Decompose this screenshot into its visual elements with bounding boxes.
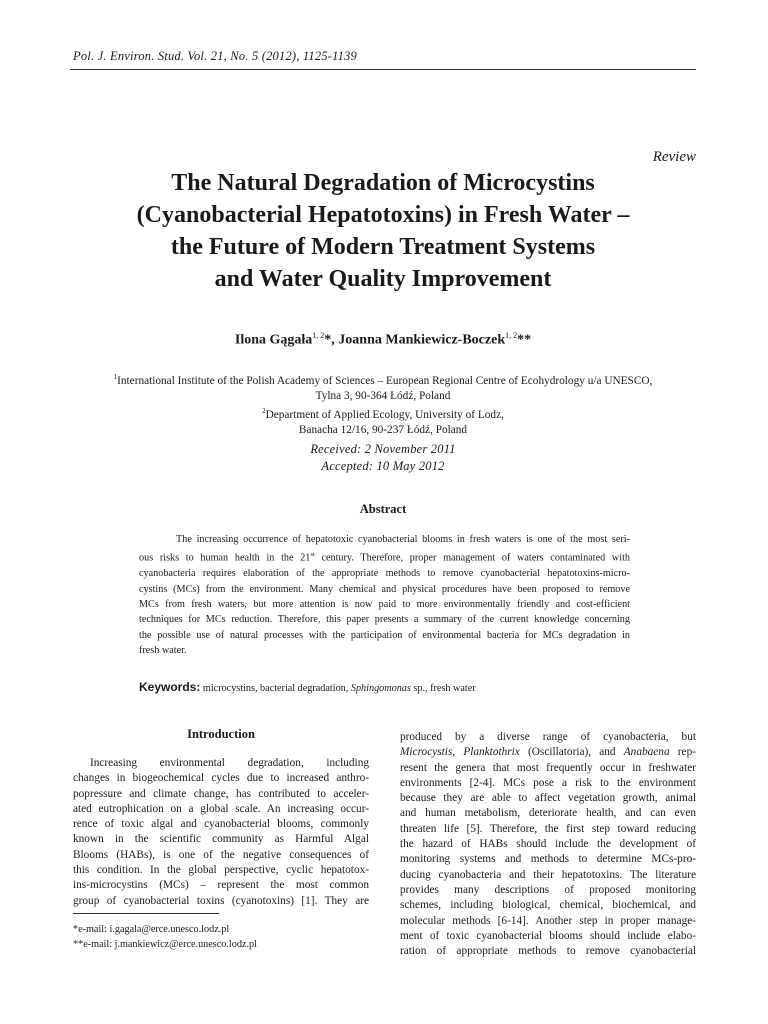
received-date: Received: 2 November 2011 xyxy=(310,442,456,456)
keywords-label: Keywords: xyxy=(139,680,201,694)
affiliation-number: 1 xyxy=(113,373,118,381)
body-line: monitoring systems and methods to determine MCs-pro- xyxy=(400,853,696,866)
body-line: rence of toxic algal and cyanobacterial blooms, commonly xyxy=(73,818,369,831)
body-line: the hazard of HABs should include the development of xyxy=(400,838,696,851)
abstract-text-fragment: century. Therefore, proper management of waters contaminated with xyxy=(314,552,630,564)
keyword-genus: Sphingomonas xyxy=(350,683,411,694)
footnotes xyxy=(73,922,369,952)
abstract-text-fragment: ous risks to human health in the 21 xyxy=(139,552,311,564)
corresponding-mark: ** xyxy=(517,332,532,348)
abstract-line: cyanobacteria requires elaboration of the appropriate methods to remove cyanobacterial hepatotoxins-micro- xyxy=(139,568,630,580)
body-line: Increasing environmental degradation, including xyxy=(90,757,369,769)
affiliations xyxy=(70,370,696,438)
body-line: molecular methods [6-14]. Another step in proper manage- xyxy=(400,914,696,927)
right-column xyxy=(400,730,696,959)
body-line: provides many descriptions of proposed monitoring xyxy=(400,883,696,896)
body-line: known in the scientific community as Harmful Algal xyxy=(73,833,369,846)
body-text-fragment: (Oscillatoria), and xyxy=(519,746,624,759)
footnote-email-2: **e-mail: j.mankiewicz@erce.unesco.lodz.pl xyxy=(73,939,257,950)
body-line: ment of toxic cyanobacterial blooms should include elabo- xyxy=(400,929,696,942)
body-line: resent the genera that most frequently occur in freshwater xyxy=(400,761,696,774)
abstract-text xyxy=(139,532,630,659)
affiliation-number: 2 xyxy=(262,407,266,416)
author-name: Joanna Mankiewicz-Boczek xyxy=(338,332,506,348)
body-line: ducing cyanobacteria and their hepatotoxins. The literature xyxy=(400,868,696,881)
header-divider xyxy=(70,69,696,70)
author-affiliation-mark: 1, 2 xyxy=(505,331,518,340)
abstract-line: MCs from fresh waters, but more attention is now paid to more environmentally friendly and cost-efficient xyxy=(139,599,630,611)
abstract-line xyxy=(139,547,630,566)
ordinal-suffix: st xyxy=(310,551,315,559)
author-affiliation-mark: 1, 2 xyxy=(312,331,325,340)
body-line: popressure and climate change, has contributed to acceler- xyxy=(73,787,369,800)
left-column xyxy=(73,727,369,909)
abstract-line: the possible use of natural processes with the participation of environmental bacteria for MCs degradation in xyxy=(139,629,630,641)
abstract-line: The increasing occurrence of hepatotoxic cyanobacterial blooms in fresh waters is one of the most seri- xyxy=(176,534,630,545)
corresponding-mark: *, xyxy=(324,332,339,348)
body-text-fragment: rep- xyxy=(669,746,696,759)
body-text-fragment: , xyxy=(452,746,464,759)
abstract-heading: Abstract xyxy=(359,502,407,516)
title-line: the Future of Modern Treatment Systems xyxy=(170,234,596,260)
genus-name: Microcystis xyxy=(400,746,453,759)
author-list xyxy=(70,331,696,349)
body-line xyxy=(400,745,696,760)
title-line: and Water Quality Improvement xyxy=(214,266,552,292)
body-line: ins-microcystins (MCs) – represent the most common xyxy=(73,879,369,892)
introduction-right-text xyxy=(400,730,696,959)
genus-name: Anabaena xyxy=(623,746,670,759)
body-line: ated eutrophication on a global scale. An increasing occur- xyxy=(73,802,369,815)
affiliation-address: Tylna 3, 90-364 Łódź, Poland xyxy=(315,389,451,402)
abstract-line: techniques for MCs reduction. Therefore, this paper presents a summary of the current knowledge concerning xyxy=(139,614,630,626)
keywords xyxy=(139,680,630,694)
affiliation-2 xyxy=(70,404,696,423)
accepted-date: Accepted: 10 May 2012 xyxy=(321,459,445,473)
article-title xyxy=(70,167,696,295)
abstract-line: fresh water. xyxy=(139,645,187,657)
title-line: The Natural Degradation of Microcystins xyxy=(171,170,595,196)
affiliation-text: International Institute of the Polish Academy of Sciences – European Regional Centre of Ecohydrology u/a UNESCO, xyxy=(117,374,653,387)
body-line: ration of appropriate methods to remove cyanobacterial xyxy=(400,945,696,958)
journal-reference: Pol. J. Environ. Stud. Vol. 21, No. 5 (2012), 1125-1139 xyxy=(73,49,358,63)
body-line: environments [2-4]. MCs pose a risk to the environment xyxy=(400,776,696,789)
body-line: schemes, including biological, chemical, biochemical, and xyxy=(400,899,696,912)
keywords-text: microcystins, bacterial degradation, xyxy=(200,683,351,694)
keywords-text: sp., fresh water xyxy=(410,683,476,694)
footnote-email-1: *e-mail: i.gagala@erce.unesco.lodz.pl xyxy=(73,924,230,935)
body-line: because they are able to affect vegetation growth, animal xyxy=(400,792,696,805)
body-line: produced by a diverse range of cyanobacteria, but xyxy=(400,731,696,743)
introduction-left-text xyxy=(73,756,369,909)
body-line: and human metabolism, deteriorate health, and can even xyxy=(400,807,696,820)
article-dates xyxy=(70,441,696,475)
body-line: this condition. In the global perspective, cyclic hepatotox- xyxy=(73,864,369,877)
body-line: group of cyanobacterial toxins (cyanotoxins) [1]. They are xyxy=(73,894,369,907)
body-line: threaten life [5]. Therefore, the first step toward reducing xyxy=(400,822,696,835)
author-name: Ilona Gągała xyxy=(234,332,313,348)
body-line: Blooms (HABs), is one of the negative consequences of xyxy=(73,848,369,861)
affiliation-text: Department of Applied Ecology, University of Lodz, xyxy=(265,408,504,421)
introduction-heading: Introduction xyxy=(187,727,255,741)
affiliation-address: Banacha 12/16, 90-237 Łódź, Poland xyxy=(298,424,468,437)
affiliation-1 xyxy=(70,370,696,389)
title-line: (Cyanobacterial Hepatotoxins) in Fresh Water – xyxy=(136,202,630,228)
footnote-divider xyxy=(73,913,219,914)
genus-name: Planktothrix xyxy=(463,746,520,759)
body-line: changes in biogeochemical cycles due to increased anthro- xyxy=(73,772,369,785)
abstract-line: cystins (MCs) from the environment. Many chemical and physical procedures have been proposed to remove xyxy=(139,583,630,595)
article-type-label: Review xyxy=(652,149,696,165)
